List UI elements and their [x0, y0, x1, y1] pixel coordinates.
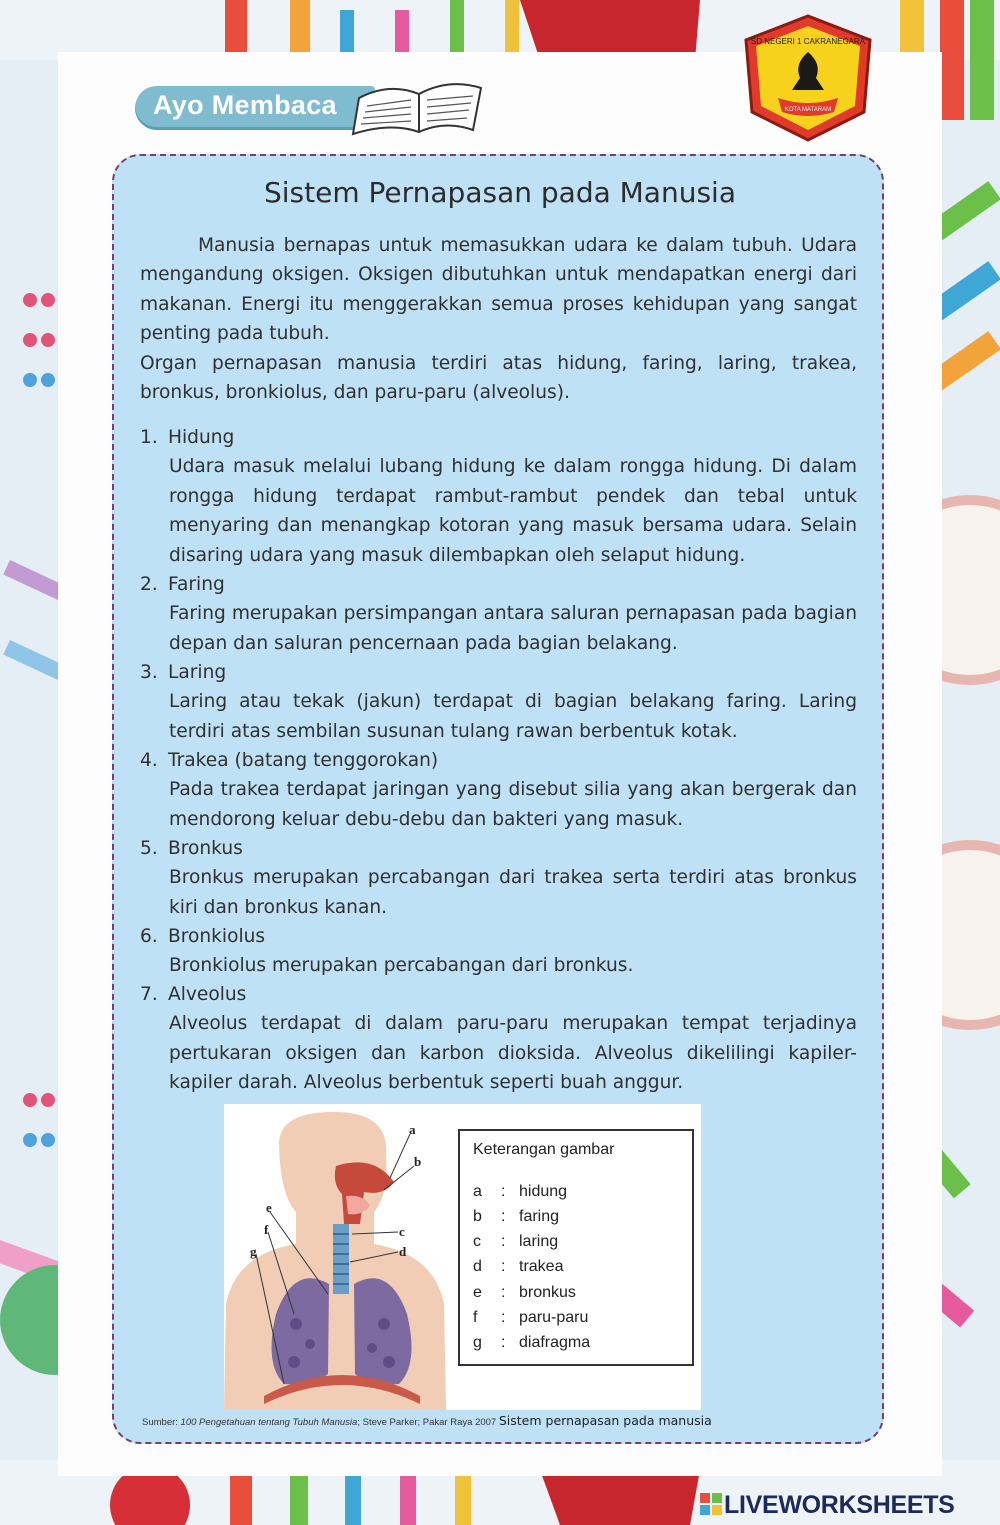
liveworksheets-watermark: LIVEWORKSHEETS: [700, 1491, 955, 1519]
item-body: Pada trakea terdapat jaringan yang disebut silia yang akan bergerak dan mendorong keluar debu-debu dan bakteri yang masuk.: [169, 779, 857, 830]
item-title: 5. Bronkus: [140, 838, 243, 859]
liveworksheets-icon: [700, 1493, 722, 1515]
figure-source: Sumber: 100 Pengetahuan tentang Tubuh Manusia; Steve Parker; Pakar Raya 2007 Sistem pernapasan pada manusia: [142, 1413, 712, 1428]
page-title: Sistem Pernapasan pada Manusia: [264, 176, 736, 209]
item-title: 4. Trakea (batang tenggorokan): [140, 750, 439, 771]
item-title: 6. Bronkiolus: [140, 926, 266, 947]
logo-text-bottom: KOTA MATARAM: [784, 107, 832, 113]
item-body: Faring merupakan persimpangan antara saluran pernapasan pada bagian depan dan saluran pencernaan pada bagian belakang.: [169, 603, 857, 654]
item-body: Laring atau tekak (jakun) terdapat di bagian belakang faring. Laring terdiri atas sembilan susunan tulang rawan berbentuk kotak.: [169, 691, 857, 742]
list-item-alveolus: [140, 980, 857, 1098]
legend-row: e : bronkus: [473, 1284, 576, 1301]
ayo-membaca-header: [135, 86, 465, 130]
list-item-laring: [140, 658, 857, 746]
respiratory-system-figure: [224, 1104, 701, 1410]
legend-row: f : paru-paru: [473, 1309, 589, 1326]
label-d: d: [399, 1244, 407, 1259]
legend-row: g : diafragma: [473, 1334, 591, 1351]
list-item-trakea: [140, 746, 857, 834]
open-book-icon: [349, 68, 489, 140]
item-body: Bronkiolus merupakan percabangan dari bronkus.: [169, 955, 634, 977]
item-body: Udara masuk melalui lubang hidung ke dalam rongga hidung. Di dalam rongga hidung terdapat rambut-rambut pendek dan tebal untuk menyaring dan menangkap kotoran yang masuk bersama udara. Selain disaring udara yang masuk dilembapkan oleh selaput hidung.: [169, 456, 857, 566]
label-g: g: [250, 1244, 257, 1259]
item-title: 7. Alveolus: [140, 984, 247, 1005]
list-item-hidung: [140, 423, 857, 570]
label-c: c: [399, 1224, 405, 1239]
header-label: Ayo Membaca: [153, 90, 337, 120]
label-b: b: [414, 1154, 422, 1169]
respiratory-diagram-illustration: [224, 1104, 454, 1410]
list-item-faring: [140, 570, 857, 658]
list-item-bronkiolus: [140, 922, 857, 981]
legend-row: d : trakea: [473, 1258, 564, 1275]
intro-paragraph-1: Manusia bernapas untuk memasukkan udara ke dalam tubuh. Udara mengandung oksigen. Oksigen dibutuhkan untuk mendapatkan energi dari makanan. Energi itu menggerakkan semua proses kehidupan yang sangat penting pada tubuh.: [140, 235, 857, 345]
label-e: e: [266, 1200, 272, 1215]
intro-paragraph-2: Organ pernapasan manusia terdiri atas hidung, faring, laring, trakea, bronkus, bronkiolus, dan paru-paru (alveolus).: [140, 353, 857, 404]
item-title: 3. Laring: [140, 662, 227, 683]
school-logo: [738, 12, 878, 144]
item-title: 1. Hidung: [140, 427, 235, 448]
item-body: Bronkus merupakan percabangan dari trakea serta terdiri atas bronkus kiri dan bronkus kanan.: [169, 867, 857, 918]
logo-text-top: SD NEGERI 1 CAKRANEGARA: [750, 37, 866, 46]
label-f: f: [264, 1222, 269, 1237]
legend-row: b : faring: [473, 1208, 560, 1225]
item-title: 2. Faring: [140, 574, 225, 595]
legend-row: c : laring: [473, 1233, 559, 1250]
figure-caption: Sistem pernapasan pada manusia: [498, 1413, 712, 1428]
legend-title: Keterangan gambar: [473, 1141, 615, 1158]
label-a: a: [409, 1122, 416, 1137]
figure-legend: [458, 1129, 694, 1366]
list-item-bronkus: [140, 834, 857, 922]
legend-row: a : hidung: [473, 1183, 568, 1200]
item-body: Alveolus terdapat di dalam paru-paru merupakan tempat terjadinya pertukaran oksigen dan karbon dioksida. Alveolus dikelilingi kapiler-kapiler darah. Alveolus berbentuk seperti buah anggur.: [169, 1013, 857, 1094]
